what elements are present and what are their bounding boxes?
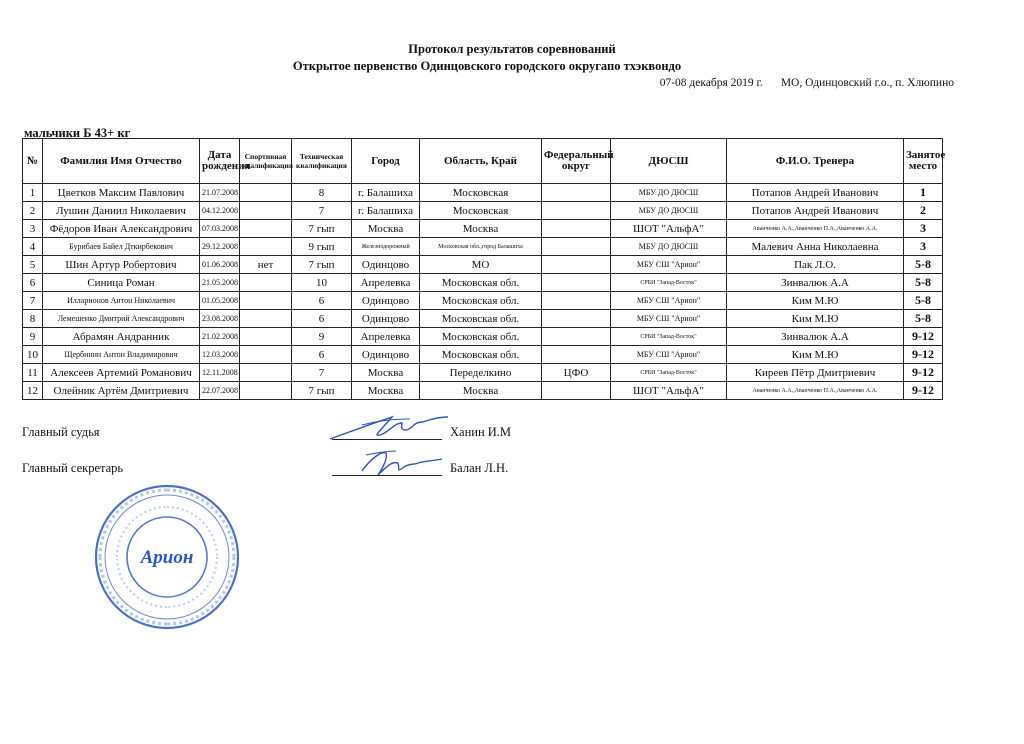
table-cell: Потапов Андрей Иванович	[727, 202, 904, 220]
table-cell: 01.06.2008	[200, 256, 240, 274]
table-cell	[240, 184, 292, 202]
table-cell: Зинвалюк А.А	[727, 328, 904, 346]
table-header-row	[23, 139, 943, 184]
table-cell: 9-12	[904, 364, 943, 382]
table-cell	[542, 238, 611, 256]
header-cell: Занятое место	[904, 139, 943, 184]
table-cell	[240, 238, 292, 256]
table-cell: МБУ ДО ДЮСШ	[611, 202, 727, 220]
table-cell: Московская обл.	[420, 346, 542, 364]
table-cell: Щербинин Антон Владимирович	[43, 346, 200, 364]
table-cell: МБУ СШ "Арион"	[611, 256, 727, 274]
table-cell: ШОТ "АльфА"	[611, 220, 727, 238]
header-cell: Город	[352, 139, 420, 184]
table-cell: 5	[23, 256, 43, 274]
table-row	[23, 382, 943, 400]
table-cell: Московская обл.	[420, 292, 542, 310]
table-cell: СРБИ "Запад-Восток"	[611, 364, 727, 382]
table-cell	[542, 256, 611, 274]
table-cell: 22.07.2008	[200, 382, 240, 400]
table-cell: Киреев Пётр Дмитриевич	[727, 364, 904, 382]
table-cell: Одинцово	[352, 256, 420, 274]
table-row	[23, 202, 943, 220]
table-cell: Московская обл.,город Балашиха	[420, 238, 542, 256]
table-cell: МБУ ДО ДЮСШ	[611, 238, 727, 256]
table-cell: Бурибаев Байел Дткирбекович	[43, 238, 200, 256]
table-cell: нет	[240, 256, 292, 274]
table-cell: ЦФО	[542, 364, 611, 382]
header-cell: Фамилия Имя Отчество	[43, 139, 200, 184]
table-cell: 1	[904, 184, 943, 202]
table-cell: 6	[292, 346, 352, 364]
table-cell	[542, 274, 611, 292]
header-cell: Спортивная квалификация	[240, 139, 292, 184]
table-cell: Москва	[352, 364, 420, 382]
table-row	[23, 310, 943, 328]
table-cell: Илларионов Антон Николаевич	[43, 292, 200, 310]
table-cell: Аванченко А.А.,Аванченко П.А.,Аванченко А.А.	[727, 382, 904, 400]
table-cell: Лушин Даниил Николаевич	[43, 202, 200, 220]
results-body	[23, 184, 943, 400]
table-cell: Одинцово	[352, 346, 420, 364]
header-cell: Ф.И.О. Тренера	[727, 139, 904, 184]
chief-secretary-name: Балан Л.Н.	[450, 461, 509, 475]
table-cell: 7 гып	[292, 220, 352, 238]
table-cell	[240, 274, 292, 292]
table-cell: Москва	[352, 382, 420, 400]
table-cell: Алексеев Артемий Романович	[43, 364, 200, 382]
table-cell: г. Балашиха	[352, 184, 420, 202]
table-cell: МБУ СШ "Арион"	[611, 346, 727, 364]
table-cell: Олейник Артём Дмитриевич	[43, 382, 200, 400]
table-cell: 7	[292, 364, 352, 382]
table-cell: Апрелевка	[352, 274, 420, 292]
table-cell: 21.02.2008	[200, 328, 240, 346]
table-cell: 9-12	[904, 328, 943, 346]
table-cell: Шин Артур Робертович	[43, 256, 200, 274]
table-cell: 10	[23, 346, 43, 364]
table-cell: Аванченко А.А.,Аванченко П.А.,Аванченко А.А.	[727, 220, 904, 238]
table-cell: Цветков Максим Павлович	[43, 184, 200, 202]
table-row	[23, 238, 943, 256]
table-cell	[542, 202, 611, 220]
table-cell	[240, 310, 292, 328]
table-cell: ШОТ "АльфА"	[611, 382, 727, 400]
date-location-line	[660, 77, 954, 89]
table-cell: 9	[292, 328, 352, 346]
table-cell: 01.05.2008	[200, 292, 240, 310]
table-cell: СРБИ "Запад-Восток"	[611, 328, 727, 346]
competition-dates: 07-08 декабря 2019 г.	[659, 77, 763, 89]
table-cell: 5-8	[904, 256, 943, 274]
results-table	[22, 138, 946, 400]
competition-subtitle: Открытое первенство Одинцовского городского округапо тхэквондо	[292, 59, 682, 73]
header-cell: Федеральный округ	[542, 139, 611, 184]
table-cell: 3	[23, 220, 43, 238]
table-cell: Московская	[420, 202, 542, 220]
table-row	[23, 364, 943, 382]
header-cell: №	[23, 139, 43, 184]
table-row	[23, 220, 943, 238]
signature-line	[332, 425, 442, 440]
table-cell: 8	[292, 184, 352, 202]
table-cell: 21.07.2008	[200, 184, 240, 202]
competition-location: МО, Одинцовский г.о., п. Хлюпино	[780, 77, 954, 89]
table-cell: 7 гып	[292, 256, 352, 274]
table-cell: 11	[23, 364, 43, 382]
table-cell: Одинцово	[352, 310, 420, 328]
table-cell	[240, 364, 292, 382]
table-cell: 7	[292, 202, 352, 220]
organization-stamp	[92, 482, 242, 632]
table-cell	[240, 346, 292, 364]
table-cell: Москва	[352, 220, 420, 238]
table-cell: г. Балашиха	[352, 202, 420, 220]
table-cell	[542, 310, 611, 328]
table-cell: Потапов Андрей Иванович	[727, 184, 904, 202]
table-cell	[542, 346, 611, 364]
table-cell: 7	[23, 292, 43, 310]
table-cell: Пак Л.О.	[727, 256, 904, 274]
table-cell: 04.12.2008	[200, 202, 240, 220]
table-cell: Лемешенко Дмитрий Александрович	[43, 310, 200, 328]
table-cell: Москва	[420, 382, 542, 400]
table-row	[23, 274, 943, 292]
table-cell	[240, 202, 292, 220]
table-cell	[542, 220, 611, 238]
table-cell: Малевич Анна Николаевна	[727, 238, 904, 256]
table-cell: Апрелевка	[352, 328, 420, 346]
table-cell: 6	[292, 292, 352, 310]
table-cell: 9-12	[904, 382, 943, 400]
table-cell: 8	[23, 310, 43, 328]
table-cell: 2	[904, 202, 943, 220]
table-cell: 4	[23, 238, 43, 256]
table-cell: 5-8	[904, 274, 943, 292]
table-cell: 3	[904, 238, 943, 256]
table-cell	[542, 292, 611, 310]
header-cell: ДЮСШ	[611, 139, 727, 184]
table-cell: 12	[23, 382, 43, 400]
table-cell: 3	[904, 220, 943, 238]
table-row	[23, 256, 943, 274]
weight-category: мальчики Б 43+ кг	[24, 126, 131, 140]
table-row	[23, 346, 943, 364]
table-cell: 9-12	[904, 346, 943, 364]
table-cell: 12.03.2008	[200, 346, 240, 364]
table-cell: СРБИ "Запад-Восток"	[611, 274, 727, 292]
table-cell: 2	[23, 202, 43, 220]
table-cell: МБУ СШ "Арион"	[611, 310, 727, 328]
header-cell: Техническая квалификация	[292, 139, 352, 184]
table-cell: Московская обл.	[420, 274, 542, 292]
header-cell: Область, Край	[420, 139, 542, 184]
table-cell: 21.05.2008	[200, 274, 240, 292]
table-cell: Московская	[420, 184, 542, 202]
table-cell: 29.12.2008	[200, 238, 240, 256]
table-row	[23, 292, 943, 310]
table-cell: 10	[292, 274, 352, 292]
table-cell: Железнодорожный	[352, 238, 420, 256]
chief-judge-role: Главный судья	[22, 425, 100, 439]
table-cell: 6	[23, 274, 43, 292]
table-cell	[240, 328, 292, 346]
table-cell: 1	[23, 184, 43, 202]
table-cell: МБУ ДО ДЮСШ	[611, 184, 727, 202]
table-cell: Ким М.Ю	[727, 292, 904, 310]
header-cell: Дата рождения	[200, 139, 240, 184]
table-cell: Зинвалюк А.А	[727, 274, 904, 292]
table-cell: Ким М.Ю	[727, 310, 904, 328]
signature-line	[332, 461, 442, 476]
table-cell: 12.11.2008	[200, 364, 240, 382]
table-cell	[542, 184, 611, 202]
table-cell: 9 гып	[292, 238, 352, 256]
chief-secretary-role: Главный секретарь	[22, 461, 124, 475]
table-cell: Фёдоров Иван Александрович	[43, 220, 200, 238]
stamp-text: Арион	[140, 547, 194, 568]
table-cell: 23.08.2008	[200, 310, 240, 328]
table-row	[23, 328, 943, 346]
table-cell: Ким М.Ю	[727, 346, 904, 364]
table-cell: 6	[292, 310, 352, 328]
table-cell: 7 гып	[292, 382, 352, 400]
table-cell: Синица Роман	[43, 274, 200, 292]
table-cell: Переделкино	[420, 364, 542, 382]
table-cell: Одинцово	[352, 292, 420, 310]
table-cell: Абрамян Андранник	[43, 328, 200, 346]
table-cell: Московская обл.	[420, 310, 542, 328]
table-cell: 5-8	[904, 310, 943, 328]
table-cell	[240, 220, 292, 238]
table-cell: Москва	[420, 220, 542, 238]
table-cell: МО	[420, 256, 542, 274]
table-row	[23, 184, 943, 202]
table-cell: 5-8	[904, 292, 943, 310]
table-cell: 9	[23, 328, 43, 346]
table-cell: 07.03.2008	[200, 220, 240, 238]
table-cell	[240, 382, 292, 400]
table-cell: МБУ СШ "Арион"	[611, 292, 727, 310]
chief-judge-name: Ханин И.М	[450, 425, 512, 439]
protocol-title: Протокол результатов соревнований	[408, 42, 616, 56]
table-cell	[240, 292, 292, 310]
table-cell	[542, 382, 611, 400]
table-cell	[542, 328, 611, 346]
table-cell: Московская обл.	[420, 328, 542, 346]
